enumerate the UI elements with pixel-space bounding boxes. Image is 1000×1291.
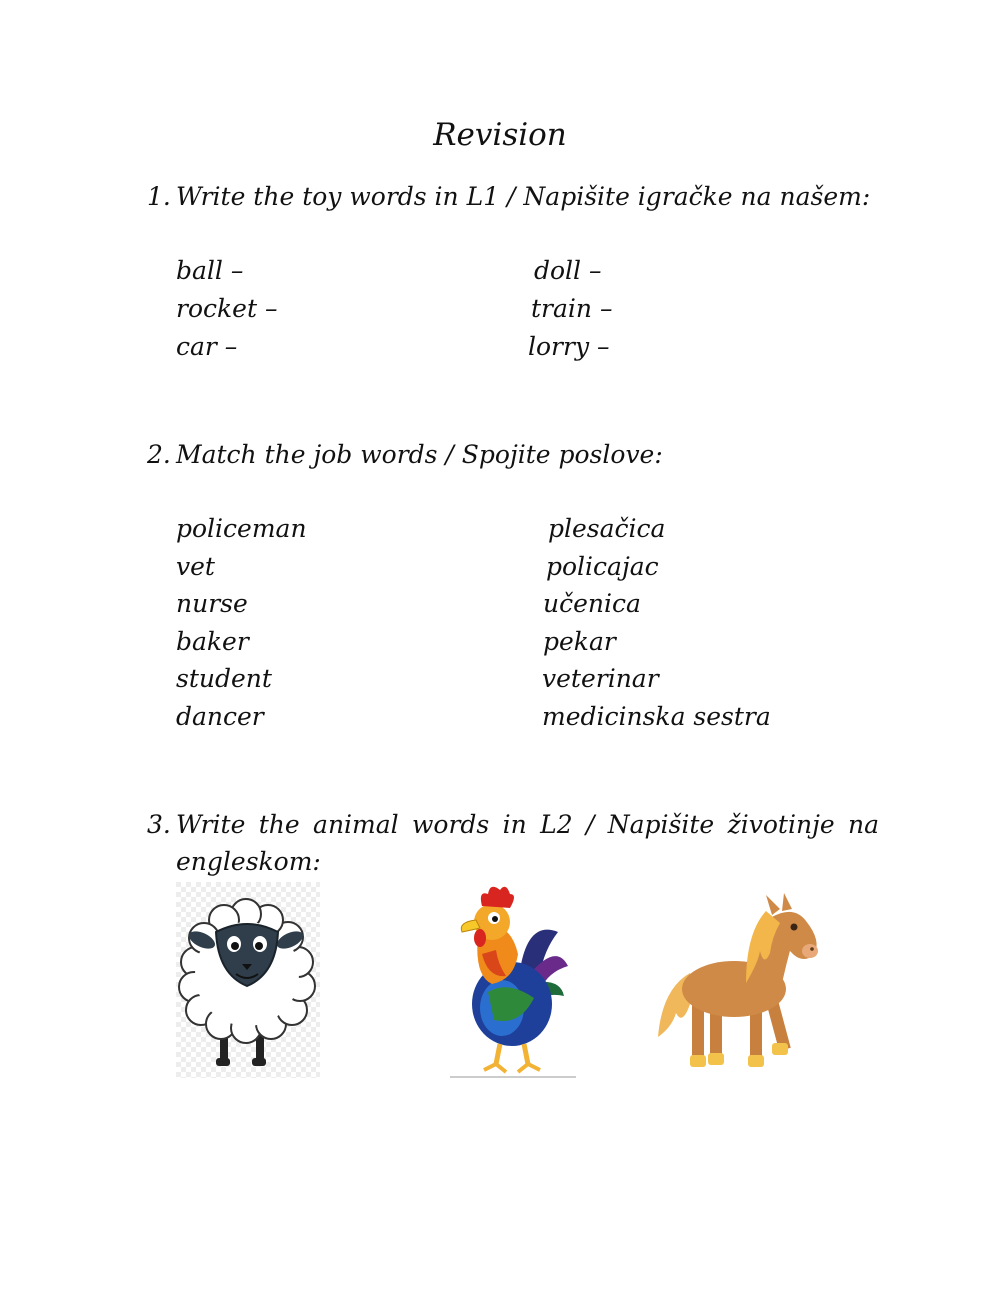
- q2-translation: plesačica: [548, 514, 666, 543]
- q3-number: 3.: [147, 810, 171, 839]
- q2-number: 2.: [147, 440, 171, 469]
- q2-job-word: student: [176, 664, 272, 693]
- q1-right-item: train –: [531, 294, 613, 323]
- q2-job-word: policeman: [176, 514, 307, 543]
- q2-translation: policajac: [546, 552, 659, 581]
- worksheet-title: Revision: [433, 117, 567, 153]
- q1-left-item: ball –: [176, 256, 244, 285]
- q2-job-word: baker: [176, 627, 249, 656]
- rooster-image: [448, 880, 578, 1080]
- q3-instruction-line2: engleskom:: [176, 847, 321, 876]
- q2-instruction: Match the job words / Spojite poslove:: [176, 440, 663, 469]
- q2-translation: veterinar: [542, 664, 659, 693]
- q2-translation: pekar: [543, 627, 616, 656]
- q2-translation: učenica: [543, 589, 641, 618]
- q2-job-word: nurse: [176, 589, 248, 618]
- q1-right-item: lorry –: [528, 332, 610, 361]
- q1-right-item: doll –: [534, 256, 602, 285]
- q2-job-word: dancer: [176, 702, 264, 731]
- q2-translation: medicinska sestra: [542, 702, 771, 731]
- q3-instruction-line1: Write the animal words in L2 / Napišite životinje na: [176, 810, 879, 839]
- q2-job-word: vet: [176, 552, 215, 581]
- q1-left-item: car –: [176, 332, 238, 361]
- q1-instruction: Write the toy words in L1 / Napišite igračke na našem:: [176, 182, 871, 211]
- q1-left-item: rocket –: [176, 294, 278, 323]
- horse-image: [654, 893, 822, 1079]
- sheep-image: [176, 882, 320, 1078]
- q1-number: 1.: [147, 182, 171, 211]
